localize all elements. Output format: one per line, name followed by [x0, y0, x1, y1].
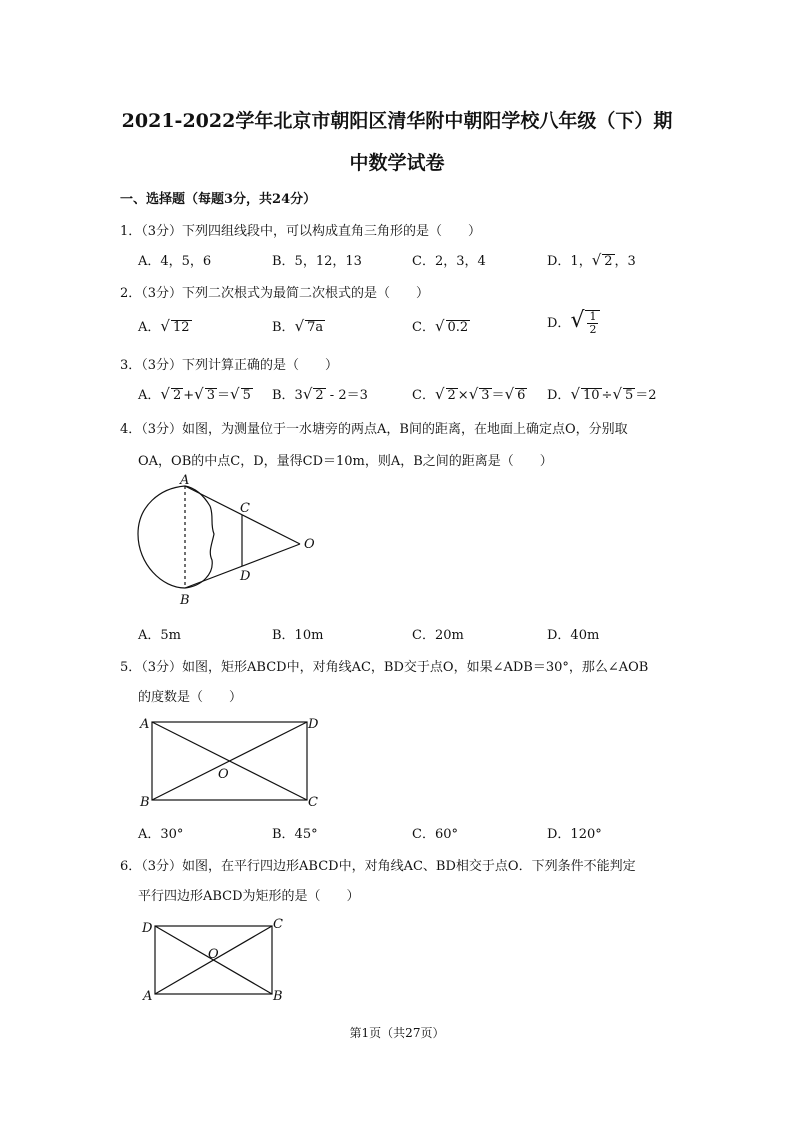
- q4-option-c: C．20m: [412, 628, 464, 643]
- label-o: O: [218, 767, 229, 782]
- q4-option-d: D．40m: [547, 628, 600, 643]
- q1-option-c: C．2，3，4: [412, 254, 486, 269]
- pond-outline: [138, 486, 214, 588]
- q4-option-a: A．5m: [138, 628, 181, 643]
- q2-option-d: D．√ $\frac{1}{2}$: [547, 308, 600, 336]
- q6-stem-line1: 6．（3分）如图，在平行四边形ABCD中，对角线AC、BD相交于点O．下列条件不能判定: [120, 859, 636, 874]
- q3-option-a: A．√ 2 +√ 3 ＝√ 5: [138, 385, 251, 403]
- q2-option-a: A．√ 12: [138, 317, 190, 335]
- q6-parallelogram-diagram: [140, 914, 290, 1004]
- q5-option-b: B．45°: [272, 827, 318, 842]
- q3-stem: 3．（3分）下列计算正确的是（ ）: [120, 358, 339, 373]
- label-b: B: [180, 593, 190, 608]
- label-c: C: [273, 917, 283, 932]
- section-heading: 一、选择题（每题3分，共24分）: [120, 192, 317, 207]
- q1-stem: 1．（3分）下列四组线段中，可以构成直角三角形的是（ ）: [120, 224, 482, 239]
- q3-option-d: D．√ 10 ÷√ 5 ＝2: [547, 385, 657, 403]
- q5-stem-line2: 的度数是（ ）: [138, 690, 243, 705]
- label-o: O: [304, 537, 315, 552]
- label-o: O: [208, 947, 219, 962]
- q3-option-b: B．3√ 2 - 2＝3: [272, 385, 368, 403]
- page-title-line1: 2021-2022学年北京市朝阳区清华附中朝阳学校八年级（下）期: [121, 110, 673, 132]
- label-c: C: [240, 501, 250, 516]
- q4-pond-diagram: [130, 473, 330, 608]
- q5-rectangle-diagram: [136, 712, 326, 812]
- label-a: A: [180, 473, 190, 488]
- q1-option-b: B．5，12，13: [272, 254, 362, 269]
- q2-option-c: C．√ 0.2: [412, 317, 469, 335]
- q5-option-c: C．60°: [412, 827, 458, 842]
- q6-stem-line2: 平行四边形ABCD为矩形的是（ ）: [138, 889, 360, 904]
- label-b: B: [140, 795, 150, 810]
- q1-option-d: D．1，√ 2 ，3: [547, 251, 636, 269]
- q3-option-c: C．√ 2 ×√ 3 ＝√ 6: [412, 385, 526, 403]
- label-d: D: [142, 921, 153, 936]
- label-a: A: [143, 989, 153, 1004]
- q5-option-a: A．30°: [138, 827, 184, 842]
- q1-option-a: A．4，5，6: [138, 254, 212, 269]
- label-a: A: [140, 717, 150, 732]
- label-d: D: [240, 569, 251, 584]
- label-b: B: [273, 989, 283, 1004]
- q5-stem-line1: 5．（3分）如图，矩形ABCD中，对角线AC，BD交于点O，如果∠ADB＝30°，那么∠AOB: [120, 660, 649, 675]
- q2-stem: 2．（3分）下列二次根式为最简二次根式的是（ ）: [120, 286, 430, 301]
- label-c: C: [308, 795, 318, 810]
- q4-option-b: B．10m: [272, 628, 324, 643]
- page-title-line2: 中数学试卷: [349, 152, 445, 174]
- page-footer: 第1页（共27页）: [349, 1026, 445, 1040]
- q2-option-b: B．√ 7a: [272, 317, 324, 335]
- label-d: D: [308, 717, 319, 732]
- q4-stem-line2: OA，OB的中点C，D，量得CD＝10m，则A，B之间的距离是（ ）: [138, 454, 553, 469]
- q4-stem-line1: 4．（3分）如图，为测量位于一水塘旁的两点A，B间的距离，在地面上确定点O，分别取: [120, 422, 628, 437]
- q5-option-d: D．120°: [547, 827, 602, 842]
